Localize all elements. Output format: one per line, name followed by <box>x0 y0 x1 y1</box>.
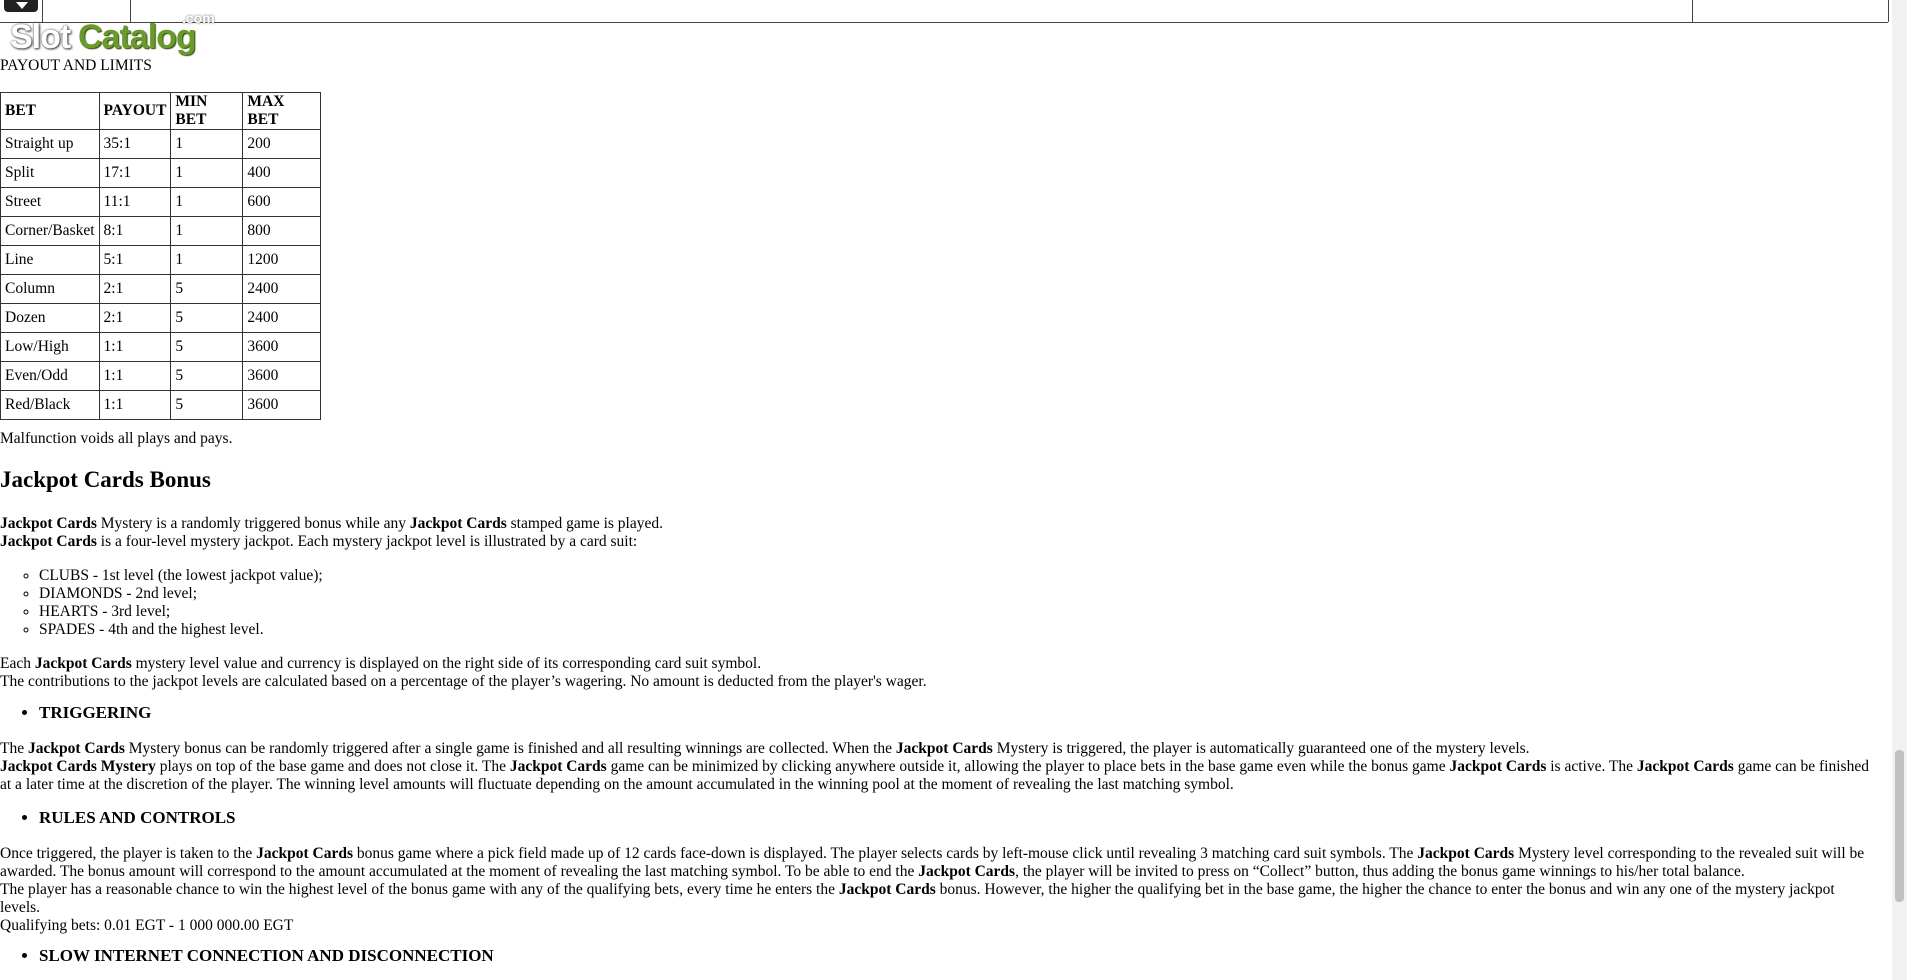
text: is active. The <box>1546 758 1637 775</box>
suit-list <box>0 567 323 639</box>
table-row <box>1 333 321 362</box>
bonus-title: Jackpot Cards Bonus <box>0 467 211 492</box>
brand-name: Jackpot Cards <box>838 881 936 898</box>
text: bonus. However, the higher the qualifying bet in the base game, the higher the chance to enter the bonus and win any one of the mystery jackpot levels. <box>0 881 1835 916</box>
table-cell: 1 <box>171 188 243 217</box>
table-cell: Red/Black <box>1 391 100 420</box>
table-cell: 1:1 <box>99 391 171 420</box>
table-cell: 3600 <box>243 362 321 391</box>
brand-name: Jackpot Cards Mystery <box>0 758 156 775</box>
table-cell: 5 <box>171 275 243 304</box>
table-cell: 5 <box>171 304 243 333</box>
table-row <box>1 304 321 333</box>
text: The <box>0 740 28 757</box>
table-cell: 2400 <box>243 304 321 333</box>
table-row <box>1 362 321 391</box>
column-header: BET <box>1 93 100 130</box>
malfunction-note: Malfunction voids all plays and pays. <box>0 430 233 447</box>
table-cell: 200 <box>243 130 321 159</box>
table-cell: 800 <box>243 217 321 246</box>
text: The player has a reasonable chance to win the highest level of the bonus game with any of the qualifying bets, every time he enters the <box>0 881 839 898</box>
text: Mystery is a randomly triggered bonus while any <box>96 515 410 532</box>
table-row <box>1 159 321 188</box>
table-cell: 8:1 <box>99 217 171 246</box>
triggering-heading-list <box>0 703 151 723</box>
text: Mystery bonus can be randomly triggered after a single game is finished and all resulting winnings are collected. When the <box>124 740 896 757</box>
table-row <box>1 246 321 275</box>
brand-name: Jackpot Cards <box>1417 845 1515 862</box>
table-cell: 2:1 <box>99 304 171 333</box>
text: stamped game is played. <box>506 515 663 532</box>
column-header: MAX BET <box>243 93 321 130</box>
brand-name: Jackpot Cards <box>1636 758 1734 775</box>
logo-text: Catalog <box>78 18 196 56</box>
table-cell <box>1692 0 1889 22</box>
intro-line-1 <box>0 515 663 533</box>
section-title: PAYOUT AND LIMITS <box>0 57 152 74</box>
payout-table <box>0 92 321 420</box>
table-cell: 3600 <box>243 333 321 362</box>
table-cell: Street <box>1 188 100 217</box>
table-cell: 1:1 <box>99 362 171 391</box>
table-cell: Line <box>1 246 100 275</box>
text: plays on top of the base game and does not close it. The <box>155 758 510 775</box>
table-cell: 1200 <box>243 246 321 275</box>
table-cell: 1 <box>171 130 243 159</box>
intro-line-2 <box>0 533 637 551</box>
table-cell: 400 <box>243 159 321 188</box>
text: Once triggered, the player is taken to the <box>0 845 257 862</box>
brand-name: Jackpot Cards <box>509 758 607 775</box>
text: Mystery is triggered, the player is automatically guaranteed one of the mystery levels. <box>992 740 1530 757</box>
triggering-heading: • TRIGGERING <box>39 703 151 723</box>
logo-text: .com <box>182 10 215 26</box>
vertical-scrollbar[interactable] <box>1892 0 1907 980</box>
text: , the player will be invited to press on “Collect” button, thus adding the bonus game winnings to his/her total balance. <box>1015 863 1745 880</box>
table-cell: 2:1 <box>99 275 171 304</box>
table-cell: Column <box>1 275 100 304</box>
logo-text: Slot <box>10 18 71 56</box>
table-cell: Straight up <box>1 130 100 159</box>
table-row <box>1 275 321 304</box>
brand-name: Jackpot Cards <box>256 845 353 862</box>
table-cell: 1 <box>171 159 243 188</box>
text: mystery level value and currency is displayed on the right side of its corresponding card suit symbol. <box>131 655 762 672</box>
slow-heading-list <box>0 946 494 966</box>
brand-name: Jackpot Cards <box>27 740 125 757</box>
text: bonus game where a pick field made up of 12 cards face-down is displayed. The player selects cards by left-mouse click until revealing 3 matching card suit symbols. The <box>352 845 1418 862</box>
text: game can be minimized by clicking anywhere outside it, allowing the player to place bets in the base game even while the bonus game <box>606 758 1450 775</box>
table-cell: 1 <box>171 246 243 275</box>
chevron-down-icon[interactable] <box>4 0 38 12</box>
table-cell: 2400 <box>243 275 321 304</box>
table-cell: Dozen <box>1 304 100 333</box>
scrollbar-thumb[interactable] <box>1895 750 1904 902</box>
each-level-line <box>0 655 761 673</box>
table-cell: Split <box>1 159 100 188</box>
table-cell: Even/Odd <box>1 362 100 391</box>
qualifying-bets: Qualifying bets: 0.01 EGT - 1 000 000.00 EGT <box>0 917 294 934</box>
table-cell: 35:1 <box>99 130 171 159</box>
text: is a four-level mystery jackpot. Each mystery jackpot level is illustrated by a card suit: <box>96 533 638 550</box>
brand-name: Jackpot Cards <box>34 655 132 672</box>
table-cell: 3600 <box>243 391 321 420</box>
table-row <box>1 391 321 420</box>
rules-heading: • RULES AND CONTROLS <box>39 808 236 828</box>
table-cell: 1 <box>171 217 243 246</box>
table-cell: 5 <box>171 362 243 391</box>
list-item: ◦ DIAMONDS - 2nd level; <box>39 585 323 603</box>
list-item: ◦ CLUBS - 1st level (the lowest jackpot value); <box>39 567 323 585</box>
brand-name: Jackpot Cards <box>0 533 97 550</box>
brand-name: Jackpot Cards <box>0 515 97 532</box>
text: Mystery level corresponding to the revealed suit will be awarded. The bonus amount will correspond to the amount accumulated at the moment of revealing the last matching symbol. To be able to end the <box>0 845 1865 880</box>
text: game can be finished at a later time at the discretion of the player. The winning level amounts will fluctuate depending on the amount accumulated in the winning pool at the moment of revealing the last matching symbol. <box>0 758 1869 793</box>
contributions-line: The contributions to the jackpot levels are calculated based on a percentage of the player’s wagering. No amount is deducted from the player's wager. <box>0 673 927 690</box>
table-cell: 17:1 <box>99 159 171 188</box>
column-header: PAYOUT <box>99 93 171 130</box>
table-cell: 11:1 <box>99 188 171 217</box>
table-header-row <box>1 93 321 130</box>
table-cell: 5 <box>171 333 243 362</box>
triggering-paragraph <box>0 740 1878 794</box>
brand-name: Jackpot Cards <box>409 515 507 532</box>
list-item: ◦ HEARTS - 3rd level; <box>39 603 323 621</box>
table-cell: 600 <box>243 188 321 217</box>
table-cell <box>130 0 1693 22</box>
brand-name: Jackpot Cards <box>895 740 993 757</box>
rules-paragraph <box>0 845 1878 935</box>
text: Each <box>0 655 35 672</box>
table-cell: Corner/Basket <box>1 217 100 246</box>
table-row <box>1 217 321 246</box>
column-header: MIN BET <box>171 93 243 130</box>
table-cell: 1:1 <box>99 333 171 362</box>
brand-name: Jackpot Cards <box>1449 758 1547 775</box>
slow-connection-heading: • SLOW INTERNET CONNECTION AND DISCONNECTION <box>39 946 494 966</box>
table-row <box>1 188 321 217</box>
slotcatalog-logo <box>10 10 215 56</box>
table-cell: 5 <box>171 391 243 420</box>
list-item: ◦ SPADES - 4th and the highest level. <box>39 621 323 639</box>
table-row <box>1 130 321 159</box>
previous-table-row <box>0 0 1888 23</box>
table-cell: Low/High <box>1 333 100 362</box>
rules-heading-list <box>0 808 236 828</box>
table-cell: 5:1 <box>99 246 171 275</box>
brand-name: Jackpot Cards <box>918 863 1016 880</box>
